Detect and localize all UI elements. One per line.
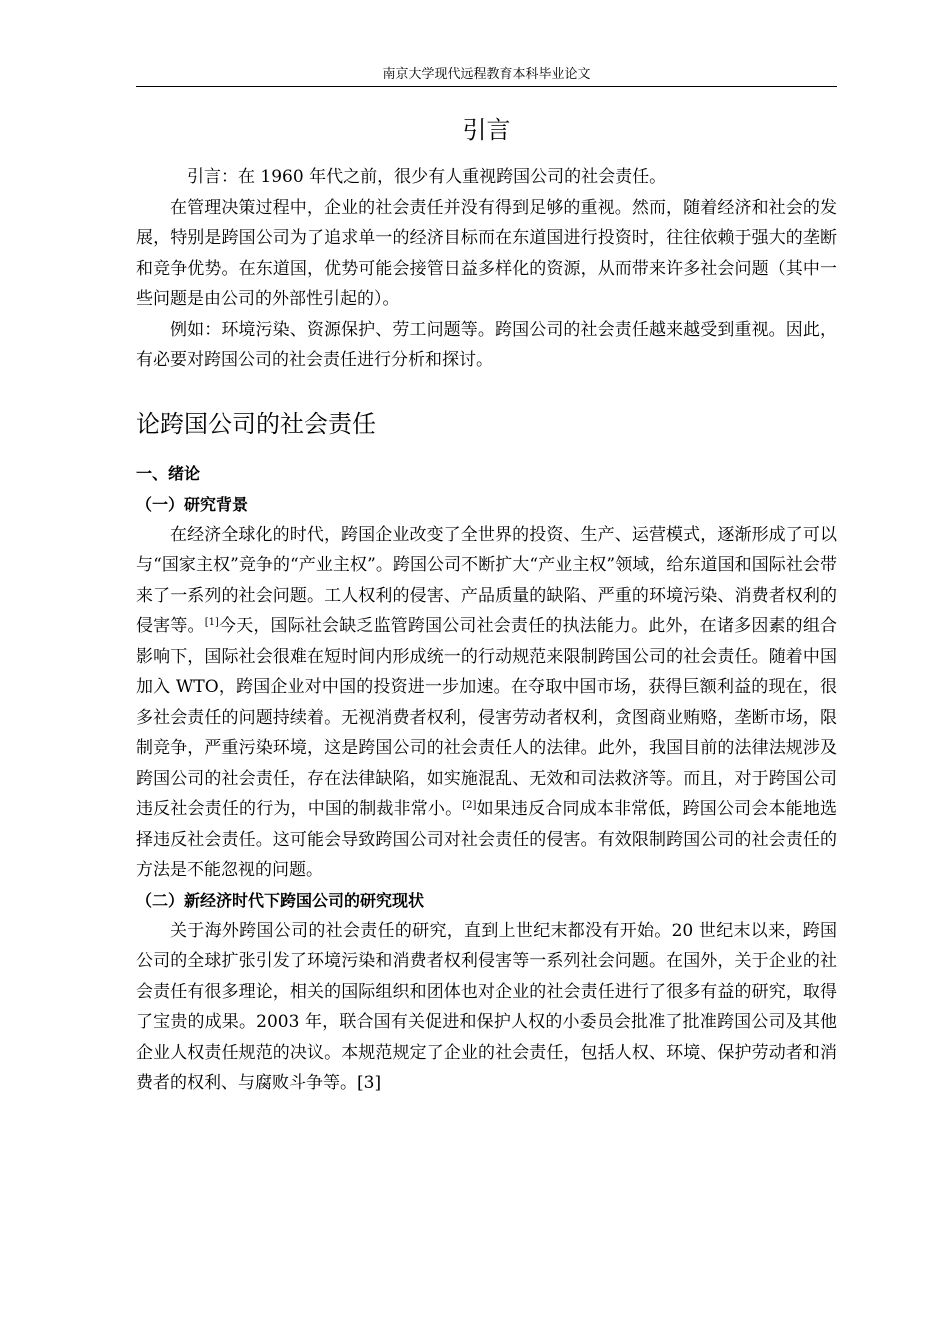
background-paragraph <box>136 520 837 886</box>
intro-paragraph-1: 引言：在 1960 年代之前，很少有人重视跨国公司的社会责任。 <box>187 167 667 187</box>
chapter-heading: 一、绪论 <box>136 463 201 483</box>
research-status-paragraph <box>136 916 837 1099</box>
intro-paragraph-2: 在管理决策过程中，企业的社会责任并没有得到足够的重视。然而，随着经济和社会的发展，特别是跨国公司为了追求单一的经济目标而在东道国进行投资时，往往依赖于强大的垄断和竞争优势。在东道国，优势可能会接管日益多样化的资源，从而带来许多社会问题（其中一些问题是由公司的外部性引起的）。 <box>136 197 837 309</box>
background-text-c: 如果违反合同成本非常低，跨国公司会本能地选择违反社会责任。这可能会导致跨国公司对社会责任的侵害。有效限制跨国公司的社会责任的方法是不能忽视的问题。 <box>136 799 838 880</box>
background-text-a: 在经济全球化的时代，跨国企业改变了全世界的投资、生产、运营模式，逐渐形成了可以与“国家主权”竞争的“产业主权”。跨国公司不断扩大“产业主权”领域，给东道国和国际社会带来了一系列的社会问题。工人权利的侵害、产品质量的缺陷、严重的环境污染、消费者权利的侵害等。 <box>136 524 837 636</box>
running-header: 南京大学现代远程教育本科毕业论文 <box>382 67 591 82</box>
header-divider <box>136 86 837 87</box>
citation-2: [2] <box>462 800 477 811</box>
research-status-text: 关于海外跨国公司的社会责任的研究，直到上世纪末都没有开始。20 世纪末以来，跨国公司的全球扩张引发了环境污染和消费者权利侵害等一系列社会问题。在国外，关于企业的社会责任有很多理论，相关的国际组织和团体也对企业的社会责任进行了很多有益的研究，取得了宝贵的成果。2003 年，联合国有关促进和保护人权的小委员会批准了批准跨国公司及其他企业人权责任规范的决议。本规范规定了企业的社会责任，包括人权、环境、保护劳动者和消费者的权利、与腐败斗争等。 <box>136 920 837 1093</box>
section-heading-background: （一）研究背景 <box>136 494 249 514</box>
section-heading-research-status: （二）新经济时代下跨国公司的研究现状 <box>136 890 425 910</box>
intro-heading: 引言 <box>462 116 511 144</box>
citation-3: [3] <box>357 1073 382 1093</box>
intro-paragraph-3: 例如：环境污染、资源保护、劳工问题等。跨国公司的社会责任越来越受到重视。因此，有必要对跨国公司的社会责任进行分析和探讨。 <box>136 319 837 370</box>
thesis-title: 论跨国公司的社会责任 <box>136 409 376 438</box>
citation-1: [1] <box>204 617 219 628</box>
document-body <box>136 112 837 1099</box>
background-text-b: 今天，国际社会缺乏监管跨国公司社会责任的执法能力。此外，在诸多因素的组合影响下，国际社会很难在短时间内形成统一的行动规范来限制跨国公司的社会责任。随着中国加入 WTO，跨国企业对中国的投资进一步加速。在夺取中国市场，获得巨额利益的现在，很多社会责任的问题持续着。无视消费者权利，侵害劳动者权利，贪图商业贿赂，垄断市场，限制竞争，严重污染环境，这是跨国公司的社会责任人的法律。此外，我国目前的法律法规涉及跨国公司的社会责任，存在法律缺陷，如实施混乱、无效和司法救济等。而且，对于跨国公司违反社会责任的行为，中国的制裁非常小。 <box>136 616 838 819</box>
